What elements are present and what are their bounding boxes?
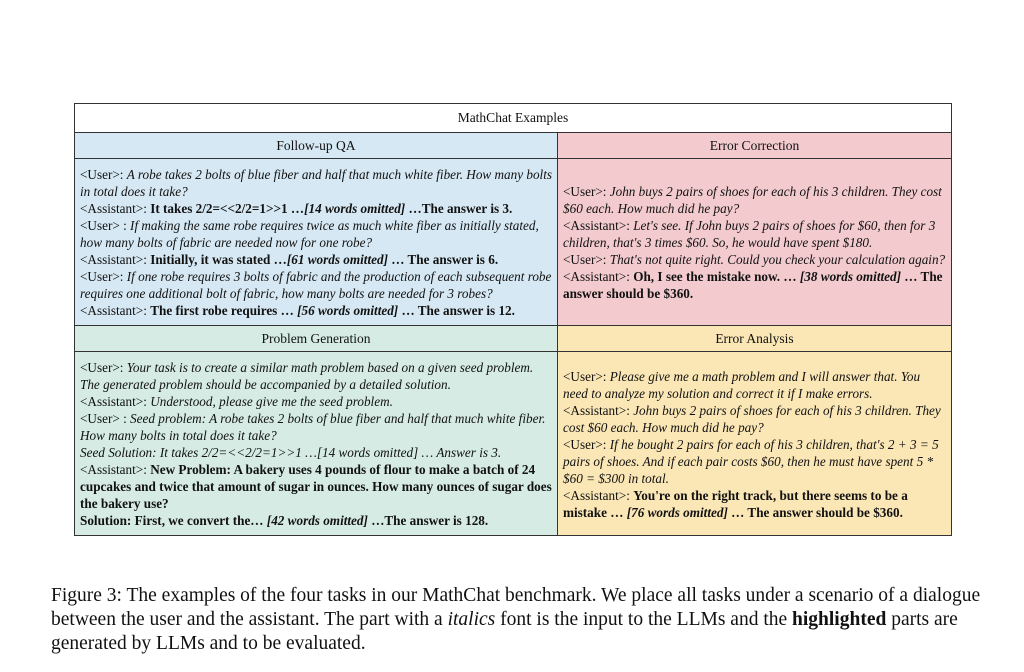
text-run: New Problem: A bakery uses 4 pounds of flour to make a batch of 24 cupcakes and twice that amount of sugar in ounces. How many ounces of sugar does the bakery use? bbox=[80, 462, 552, 511]
dialogue-turn bbox=[80, 512, 553, 529]
text-run: <Assistant>: bbox=[80, 201, 151, 216]
problem-generation-cell bbox=[75, 326, 558, 535]
error-correction-header: Error Correction bbox=[558, 133, 951, 159]
dialogue-turn bbox=[80, 444, 553, 461]
error-analysis-header: Error Analysis bbox=[558, 326, 951, 352]
error-analysis-cell bbox=[558, 326, 951, 535]
text-run: italics bbox=[447, 609, 496, 630]
dialogue-turn bbox=[80, 359, 553, 393]
dialogue-turn bbox=[563, 268, 947, 302]
text-run: If making the same robe requires twice as much white fiber as initially stated, how many bolts of fabric are needed now for one robe? bbox=[80, 218, 539, 250]
text-run: Please give me a math problem and I will answer that. You need to analyze my solution and correct it if I make errors. bbox=[563, 368, 921, 401]
text-run: <Assistant>: bbox=[80, 303, 151, 318]
text-run: <User> : bbox=[80, 218, 131, 233]
error-analysis-dialogue bbox=[558, 352, 951, 535]
dialogue-turn bbox=[80, 217, 553, 251]
text-run: <Assistant>: bbox=[80, 252, 151, 267]
text-run: font is the input to the LLMs and the bbox=[495, 609, 793, 630]
dialogue-turn bbox=[80, 251, 553, 268]
text-run: Initially, it was stated … bbox=[150, 252, 287, 267]
dialogue-turn bbox=[80, 410, 553, 444]
text-run: Understood, please give me the seed problem. bbox=[150, 394, 393, 409]
text-run: …The answer is 3. bbox=[405, 201, 513, 216]
text-run: highlighted bbox=[792, 609, 887, 630]
problem-generation-dialogue bbox=[75, 352, 557, 535]
dialogue-turn bbox=[563, 487, 947, 521]
text-run: <User> : bbox=[80, 411, 131, 426]
text-run: parts are generated by LLMs and to be evaluated. bbox=[51, 609, 958, 654]
text-run: <User>: bbox=[563, 252, 610, 267]
text-run: Solution: First, we convert the… bbox=[80, 513, 267, 528]
text-run: John buys 2 pairs of shoes for each of his 3 children. They cost $60 each. How much did he pay? bbox=[563, 402, 941, 435]
text-run: [38 words omitted] bbox=[799, 269, 901, 284]
text-run: … The answer is 6. bbox=[387, 252, 499, 267]
text-run: … The answer is 12. bbox=[398, 303, 515, 318]
dialogue-turn bbox=[80, 268, 553, 302]
text-run: Your task is to create a similar math problem based on a given seed problem. The generated problem should be accompanied by a detailed solution. bbox=[80, 360, 534, 392]
error-correction-cell bbox=[558, 133, 951, 326]
dialogue-turn bbox=[563, 436, 947, 487]
error-correction-dialogue bbox=[558, 159, 951, 326]
mathchat-examples-table bbox=[74, 103, 952, 536]
text-run: <User>: bbox=[80, 269, 127, 284]
table-title: MathChat Examples bbox=[75, 104, 951, 133]
text-run: [42 words omitted] bbox=[266, 513, 368, 528]
problem-generation-header: Problem Generation bbox=[75, 326, 557, 352]
text-run: <User>: bbox=[80, 360, 127, 375]
text-run: <Assistant>: bbox=[563, 269, 634, 284]
text-run: Oh, I see the mistake now. … bbox=[633, 269, 800, 284]
text-run: If one robe requires 3 bolts of fabric and the production of each subsequent robe requires one additional bolt of fabric, how many bolts are needed for 3 robes? bbox=[80, 269, 552, 301]
text-run: Figure 3: The examples of the four tasks in our MathChat benchmark. We place all tasks under a scenario of a dialogue between the user and the assistant. The part with a bbox=[51, 585, 981, 630]
text-run: <Assistant>: bbox=[563, 487, 634, 503]
text-run: It takes 2/2=<<2/2=1>>1 … bbox=[150, 201, 305, 216]
text-run: <Assistant>: bbox=[563, 402, 634, 418]
text-run: That's not quite right. Could you check your calculation again? bbox=[609, 252, 946, 267]
table-row-bottom bbox=[75, 326, 951, 535]
text-run: <User>: bbox=[563, 184, 610, 199]
text-run: Let's see. If John buys 2 pairs of shoes for $60, then for 3 children, that's 3 times $60. So, he would have spent $180. bbox=[563, 218, 936, 250]
dialogue-turn bbox=[80, 461, 553, 512]
dialogue-turn bbox=[80, 166, 553, 200]
text-run: … The answer should be $360. bbox=[727, 504, 903, 520]
text-run: Seed problem: A robe takes 2 bolts of blue fiber and half that much white fiber. How many bolts in total does it take? bbox=[80, 411, 546, 443]
dialogue-turn bbox=[80, 302, 553, 319]
text-run: [61 words omitted] bbox=[286, 252, 388, 267]
followup-qa-cell bbox=[75, 133, 558, 326]
figure-caption bbox=[51, 584, 981, 656]
text-run: The first robe requires … bbox=[150, 303, 298, 318]
text-run: <User>: bbox=[563, 436, 610, 452]
text-run: <Assistant>: bbox=[80, 462, 151, 477]
dialogue-turn bbox=[563, 251, 947, 268]
text-run: … The answer should be $360. bbox=[563, 269, 943, 301]
dialogue-turn bbox=[563, 217, 947, 251]
table-row-top bbox=[75, 133, 951, 326]
text-run: <Assistant>: bbox=[563, 218, 634, 233]
followup-qa-dialogue bbox=[75, 159, 557, 326]
dialogue-turn bbox=[80, 393, 553, 410]
text-run: Seed Solution: It takes 2/2=<<2/2=1>>1 …[14 words omitted] … Answer is 3. bbox=[80, 445, 502, 460]
dialogue-turn bbox=[563, 402, 947, 436]
text-run: A robe takes 2 bolts of blue fiber and half that much white fiber. How many bolts in total does it take? bbox=[80, 167, 553, 199]
dialogue-turn bbox=[80, 200, 553, 217]
text-run: [56 words omitted] bbox=[297, 303, 399, 318]
dialogue-turn bbox=[563, 183, 947, 217]
text-run: [76 words omitted] bbox=[626, 504, 728, 520]
text-run: <User>: bbox=[80, 167, 127, 182]
dialogue-turn bbox=[563, 368, 947, 402]
text-run: You're on the right track, but there seems to be a mistake … bbox=[563, 487, 908, 520]
followup-qa-header: Follow-up QA bbox=[75, 133, 557, 159]
text-run: <Assistant>: bbox=[80, 394, 151, 409]
text-run: If he bought 2 pairs for each of his 3 children, that's 2 + 3 = 5 pairs of shoes. And if each pair costs $60, then he must have spent 5 * $60 = $300 in total. bbox=[563, 436, 939, 486]
text-run: …The answer is 128. bbox=[367, 513, 489, 528]
text-run: John buys 2 pairs of shoes for each of his 3 children. They cost $60 each. How much did he pay? bbox=[563, 184, 942, 216]
text-run: <User>: bbox=[563, 368, 610, 384]
text-run: [14 words omitted] bbox=[304, 201, 406, 216]
